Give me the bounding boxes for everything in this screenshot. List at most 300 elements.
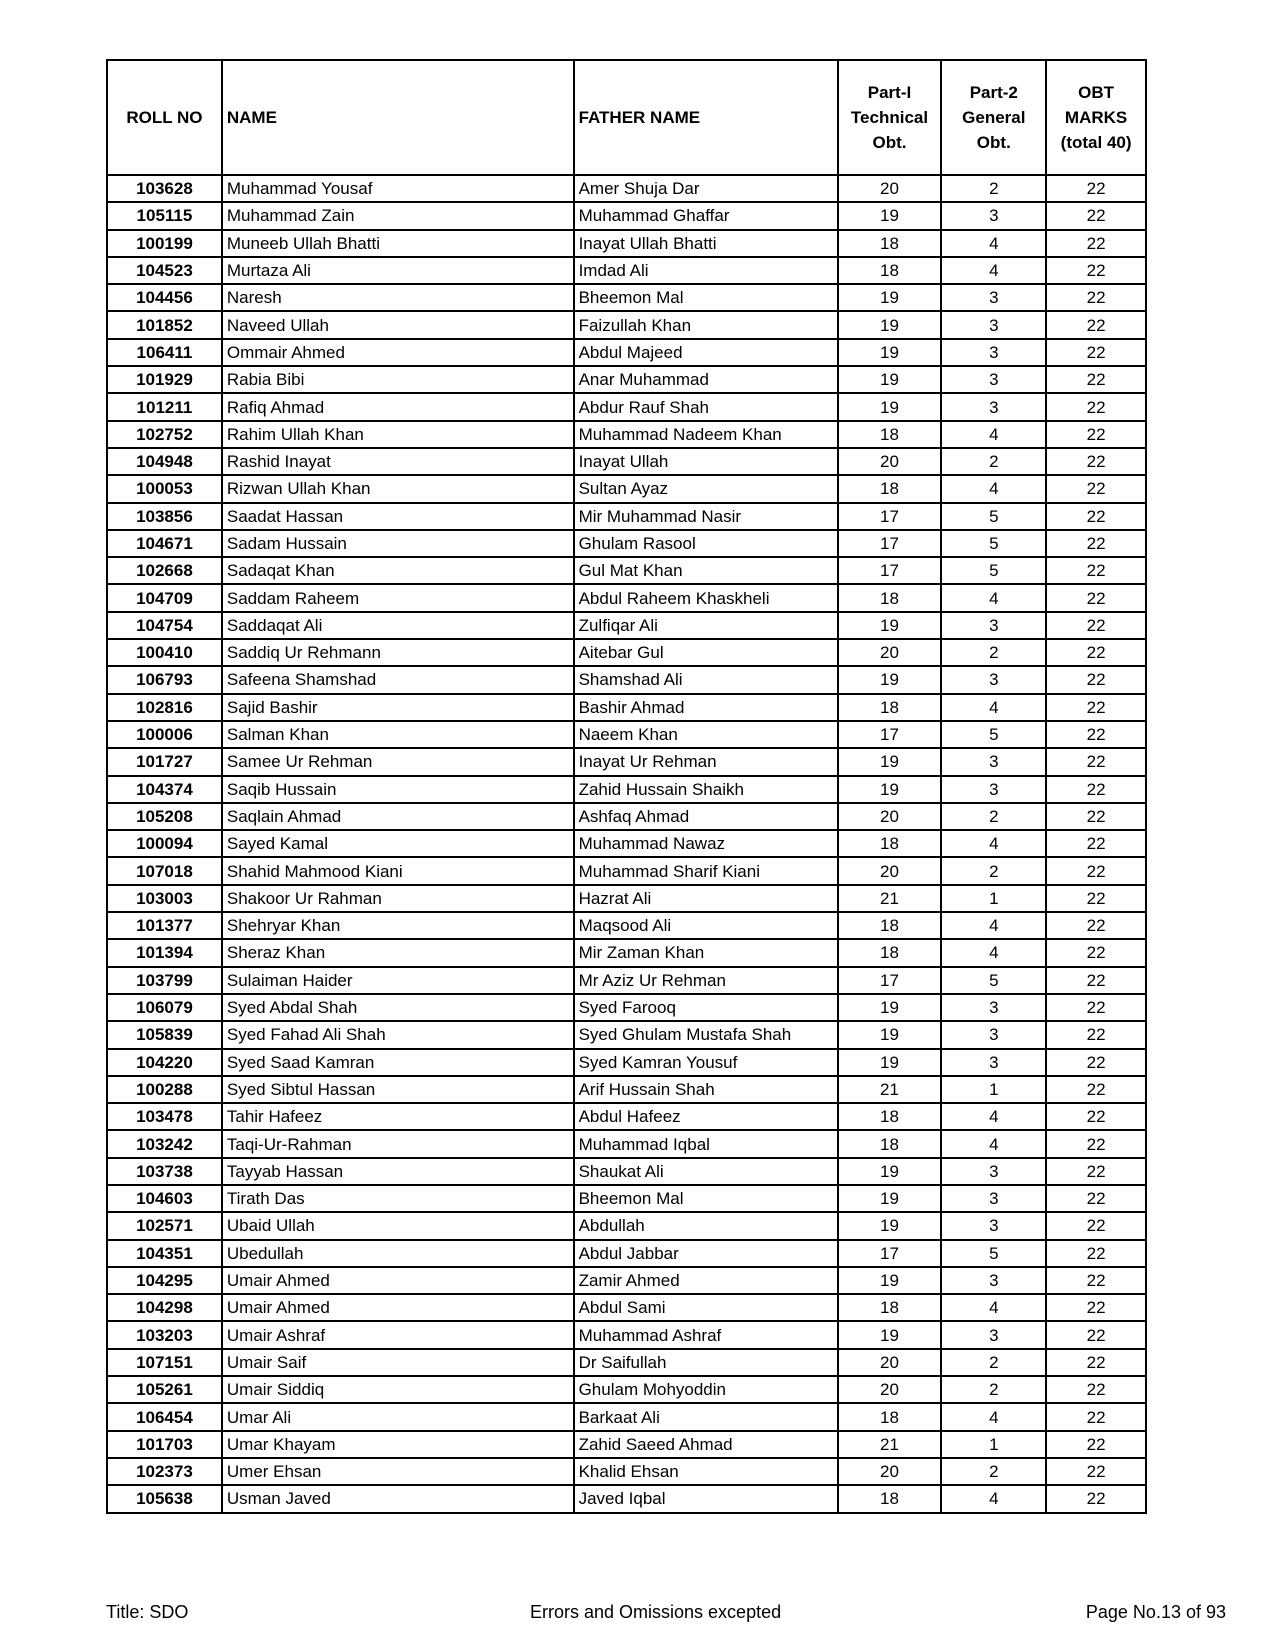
roll-no-cell: 103738 bbox=[107, 1158, 222, 1185]
total-marks-cell: 22 bbox=[1046, 530, 1146, 557]
table-row bbox=[107, 912, 1146, 939]
table-row bbox=[107, 257, 1146, 284]
table-row bbox=[107, 721, 1146, 748]
table-row bbox=[107, 284, 1146, 311]
father-name-cell: Hazrat Ali bbox=[574, 885, 838, 912]
name-cell: Umair Siddiq bbox=[222, 1376, 574, 1403]
part1-score-cell: 19 bbox=[838, 1185, 942, 1212]
table-row bbox=[107, 557, 1146, 584]
part2-score-cell: 4 bbox=[941, 421, 1046, 448]
name-cell: Sayed Kamal bbox=[222, 830, 574, 857]
table-row bbox=[107, 1049, 1146, 1076]
table-row bbox=[107, 694, 1146, 721]
table-row bbox=[107, 776, 1146, 803]
father-name-cell: Mr Aziz Ur Rehman bbox=[574, 967, 838, 994]
roll-no-cell: 101703 bbox=[107, 1431, 222, 1458]
name-cell: Saqlain Ahmad bbox=[222, 803, 574, 830]
name-cell: Rashid Inayat bbox=[222, 448, 574, 475]
table-row bbox=[107, 1076, 1146, 1103]
roll-no-cell: 101377 bbox=[107, 912, 222, 939]
name-cell: Shahid Mahmood Kiani bbox=[222, 857, 574, 884]
name-cell: Saddaqat Ali bbox=[222, 612, 574, 639]
part1-score-cell: 18 bbox=[838, 1130, 942, 1157]
name-cell: Umair Ahmed bbox=[222, 1294, 574, 1321]
name-cell: Muneeb Ullah Bhatti bbox=[222, 230, 574, 257]
part1-score-cell: 19 bbox=[838, 994, 942, 1021]
total-marks-cell: 22 bbox=[1046, 202, 1146, 229]
part1-score-cell: 17 bbox=[838, 557, 942, 584]
table-row bbox=[107, 1103, 1146, 1130]
father-name-cell: Inayat Ur Rehman bbox=[574, 748, 838, 775]
name-cell: Tirath Das bbox=[222, 1185, 574, 1212]
total-marks-cell: 22 bbox=[1046, 666, 1146, 693]
part2-score-cell: 2 bbox=[941, 1349, 1046, 1376]
part2-score-cell: 4 bbox=[941, 257, 1046, 284]
father-name-cell: Inayat Ullah Bhatti bbox=[574, 230, 838, 257]
part2-score-cell: 3 bbox=[941, 311, 1046, 338]
name-cell: Saqib Hussain bbox=[222, 776, 574, 803]
part2-score-cell: 3 bbox=[941, 1158, 1046, 1185]
part2-score-cell: 2 bbox=[941, 1458, 1046, 1485]
name-cell: Umar Ali bbox=[222, 1403, 574, 1430]
table-row bbox=[107, 803, 1146, 830]
father-name-cell: Maqsood Ali bbox=[574, 912, 838, 939]
father-name-cell: Syed Farooq bbox=[574, 994, 838, 1021]
roll-no-cell: 100053 bbox=[107, 475, 222, 502]
father-name-cell: Abdul Raheem Khaskheli bbox=[574, 584, 838, 611]
name-cell: Muhammad Zain bbox=[222, 202, 574, 229]
father-name-cell: Muhammad Nawaz bbox=[574, 830, 838, 857]
total-marks-cell: 22 bbox=[1046, 284, 1146, 311]
roll-no-cell: 103242 bbox=[107, 1130, 222, 1157]
roll-no-cell: 103628 bbox=[107, 175, 222, 202]
roll-no-cell: 100199 bbox=[107, 230, 222, 257]
name-cell: Naveed Ullah bbox=[222, 311, 574, 338]
father-name-cell: Syed Ghulam Mustafa Shah bbox=[574, 1021, 838, 1048]
part2-score-cell: 5 bbox=[941, 1240, 1046, 1267]
total-marks-cell: 22 bbox=[1046, 1349, 1146, 1376]
roll-no-cell: 104603 bbox=[107, 1185, 222, 1212]
part1-score-cell: 18 bbox=[838, 421, 942, 448]
father-name-cell: Muhammad Ashraf bbox=[574, 1321, 838, 1348]
part1-score-cell: 18 bbox=[838, 912, 942, 939]
name-cell: Ubedullah bbox=[222, 1240, 574, 1267]
roll-no-cell: 100410 bbox=[107, 639, 222, 666]
part2-score-cell: 4 bbox=[941, 1294, 1046, 1321]
header-roll-no: ROLL NO bbox=[107, 60, 222, 175]
roll-no-cell: 104948 bbox=[107, 448, 222, 475]
name-cell: Safeena Shamshad bbox=[222, 666, 574, 693]
part2-score-cell: 2 bbox=[941, 1376, 1046, 1403]
father-name-cell: Shamshad Ali bbox=[574, 666, 838, 693]
roll-no-cell: 101929 bbox=[107, 366, 222, 393]
total-marks-cell: 22 bbox=[1046, 1267, 1146, 1294]
header-part2-general: Part-2 General Obt. bbox=[941, 60, 1046, 175]
table-body bbox=[107, 175, 1146, 1513]
total-marks-cell: 22 bbox=[1046, 393, 1146, 420]
roll-no-cell: 100094 bbox=[107, 830, 222, 857]
table-row bbox=[107, 175, 1146, 202]
father-name-cell: Muhammad Nadeem Khan bbox=[574, 421, 838, 448]
roll-no-cell: 105261 bbox=[107, 1376, 222, 1403]
part2-score-cell: 4 bbox=[941, 694, 1046, 721]
father-name-cell: Inayat Ullah bbox=[574, 448, 838, 475]
father-name-cell: Dr Saifullah bbox=[574, 1349, 838, 1376]
table-row bbox=[107, 1158, 1146, 1185]
father-name-cell: Zulfiqar Ali bbox=[574, 612, 838, 639]
table-row bbox=[107, 1403, 1146, 1430]
roll-no-cell: 104298 bbox=[107, 1294, 222, 1321]
father-name-cell: Zahid Saeed Ahmad bbox=[574, 1431, 838, 1458]
name-cell: Syed Abdal Shah bbox=[222, 994, 574, 1021]
total-marks-cell: 22 bbox=[1046, 1158, 1146, 1185]
name-cell: Umar Khayam bbox=[222, 1431, 574, 1458]
father-name-cell: Abdul Majeed bbox=[574, 339, 838, 366]
total-marks-cell: 22 bbox=[1046, 1376, 1146, 1403]
part1-score-cell: 19 bbox=[838, 311, 942, 338]
part2-score-cell: 5 bbox=[941, 967, 1046, 994]
roll-no-cell: 105638 bbox=[107, 1485, 222, 1512]
part1-score-cell: 19 bbox=[838, 1049, 942, 1076]
footer-title: Title: SDO bbox=[106, 1602, 189, 1622]
table-row bbox=[107, 830, 1146, 857]
father-name-cell: Anar Muhammad bbox=[574, 366, 838, 393]
name-cell: Shakoor Ur Rahman bbox=[222, 885, 574, 912]
name-cell: Rizwan Ullah Khan bbox=[222, 475, 574, 502]
roll-no-cell: 103478 bbox=[107, 1103, 222, 1130]
name-cell: Usman Javed bbox=[222, 1485, 574, 1512]
total-marks-cell: 22 bbox=[1046, 175, 1146, 202]
part2-score-cell: 3 bbox=[941, 1212, 1046, 1239]
name-cell: Sajid Bashir bbox=[222, 694, 574, 721]
table-row bbox=[107, 475, 1146, 502]
part1-score-cell: 19 bbox=[838, 612, 942, 639]
name-cell: Sadaqat Khan bbox=[222, 557, 574, 584]
total-marks-cell: 22 bbox=[1046, 1130, 1146, 1157]
name-cell: Salman Khan bbox=[222, 721, 574, 748]
part2-score-cell: 5 bbox=[941, 721, 1046, 748]
roll-no-cell: 104295 bbox=[107, 1267, 222, 1294]
part1-score-cell: 19 bbox=[838, 1321, 942, 1348]
name-cell: Rahim Ullah Khan bbox=[222, 421, 574, 448]
part2-score-cell: 1 bbox=[941, 885, 1046, 912]
part2-score-cell: 3 bbox=[941, 339, 1046, 366]
table-row bbox=[107, 421, 1146, 448]
father-name-cell: Gul Mat Khan bbox=[574, 557, 838, 584]
total-marks-cell: 22 bbox=[1046, 721, 1146, 748]
table-row bbox=[107, 1185, 1146, 1212]
part1-score-cell: 17 bbox=[838, 530, 942, 557]
name-cell: Naresh bbox=[222, 284, 574, 311]
total-marks-cell: 22 bbox=[1046, 421, 1146, 448]
part1-score-cell: 17 bbox=[838, 721, 942, 748]
total-marks-cell: 22 bbox=[1046, 475, 1146, 502]
name-cell: Umair Ahmed bbox=[222, 1267, 574, 1294]
page-footer bbox=[106, 1602, 1226, 1626]
roll-no-cell: 104456 bbox=[107, 284, 222, 311]
name-cell: Sulaiman Haider bbox=[222, 967, 574, 994]
footer-page-number: Page No.13 of 93 bbox=[1085, 1602, 1226, 1622]
table-row bbox=[107, 885, 1146, 912]
name-cell: Shehryar Khan bbox=[222, 912, 574, 939]
part1-score-cell: 17 bbox=[838, 967, 942, 994]
part2-score-cell: 4 bbox=[941, 475, 1046, 502]
father-name-cell: Muhammad Ghaffar bbox=[574, 202, 838, 229]
table-row bbox=[107, 1294, 1146, 1321]
roll-no-cell: 107151 bbox=[107, 1349, 222, 1376]
part1-score-cell: 19 bbox=[838, 1267, 942, 1294]
part2-score-cell: 1 bbox=[941, 1076, 1046, 1103]
table-row bbox=[107, 584, 1146, 611]
part1-score-cell: 18 bbox=[838, 257, 942, 284]
total-marks-cell: 22 bbox=[1046, 1294, 1146, 1321]
part1-score-cell: 20 bbox=[838, 1349, 942, 1376]
total-marks-cell: 22 bbox=[1046, 448, 1146, 475]
total-marks-cell: 22 bbox=[1046, 612, 1146, 639]
part1-score-cell: 19 bbox=[838, 339, 942, 366]
roll-no-cell: 103203 bbox=[107, 1321, 222, 1348]
table-row bbox=[107, 202, 1146, 229]
part1-score-cell: 19 bbox=[838, 776, 942, 803]
part2-score-cell: 3 bbox=[941, 1321, 1046, 1348]
table-row bbox=[107, 1431, 1146, 1458]
table-row bbox=[107, 311, 1146, 338]
name-cell: Tahir Hafeez bbox=[222, 1103, 574, 1130]
total-marks-cell: 22 bbox=[1046, 912, 1146, 939]
father-name-cell: Ashfaq Ahmad bbox=[574, 803, 838, 830]
total-marks-cell: 22 bbox=[1046, 311, 1146, 338]
part2-score-cell: 4 bbox=[941, 1485, 1046, 1512]
total-marks-cell: 22 bbox=[1046, 1431, 1146, 1458]
part1-score-cell: 17 bbox=[838, 503, 942, 530]
father-name-cell: Amer Shuja Dar bbox=[574, 175, 838, 202]
part1-score-cell: 21 bbox=[838, 1076, 942, 1103]
part2-score-cell: 3 bbox=[941, 1049, 1046, 1076]
part2-score-cell: 5 bbox=[941, 557, 1046, 584]
table-header-row bbox=[107, 60, 1146, 175]
part1-score-cell: 18 bbox=[838, 230, 942, 257]
table-row bbox=[107, 639, 1146, 666]
total-marks-cell: 22 bbox=[1046, 257, 1146, 284]
father-name-cell: Mir Muhammad Nasir bbox=[574, 503, 838, 530]
name-cell: Saddiq Ur Rehmann bbox=[222, 639, 574, 666]
part2-score-cell: 5 bbox=[941, 530, 1046, 557]
table-row bbox=[107, 339, 1146, 366]
name-cell: Taqi-Ur-Rahman bbox=[222, 1130, 574, 1157]
name-cell: Saddam Raheem bbox=[222, 584, 574, 611]
father-name-cell: Ghulam Mohyoddin bbox=[574, 1376, 838, 1403]
header-father-name: FATHER NAME bbox=[574, 60, 838, 175]
father-name-cell: Ghulam Rasool bbox=[574, 530, 838, 557]
name-cell: Sadam Hussain bbox=[222, 530, 574, 557]
father-name-cell: Syed Kamran Yousuf bbox=[574, 1049, 838, 1076]
header-part1-technical: Part-I Technical Obt. bbox=[838, 60, 942, 175]
roll-no-cell: 104754 bbox=[107, 612, 222, 639]
roll-no-cell: 100006 bbox=[107, 721, 222, 748]
father-name-cell: Abdul Hafeez bbox=[574, 1103, 838, 1130]
name-cell: Sheraz Khan bbox=[222, 939, 574, 966]
header-obt-marks: OBT MARKS (total 40) bbox=[1046, 60, 1146, 175]
table-row bbox=[107, 1485, 1146, 1512]
total-marks-cell: 22 bbox=[1046, 1076, 1146, 1103]
part1-score-cell: 19 bbox=[838, 202, 942, 229]
total-marks-cell: 22 bbox=[1046, 1240, 1146, 1267]
total-marks-cell: 22 bbox=[1046, 803, 1146, 830]
total-marks-cell: 22 bbox=[1046, 1185, 1146, 1212]
part2-score-cell: 3 bbox=[941, 1267, 1046, 1294]
roll-no-cell: 103003 bbox=[107, 885, 222, 912]
table-row bbox=[107, 1212, 1146, 1239]
part1-score-cell: 18 bbox=[838, 475, 942, 502]
part1-score-cell: 20 bbox=[838, 175, 942, 202]
total-marks-cell: 22 bbox=[1046, 994, 1146, 1021]
total-marks-cell: 22 bbox=[1046, 230, 1146, 257]
roll-no-cell: 102816 bbox=[107, 694, 222, 721]
part2-score-cell: 2 bbox=[941, 639, 1046, 666]
father-name-cell: Abdul Sami bbox=[574, 1294, 838, 1321]
part2-score-cell: 3 bbox=[941, 666, 1046, 693]
part1-score-cell: 20 bbox=[838, 1458, 942, 1485]
part2-score-cell: 3 bbox=[941, 393, 1046, 420]
total-marks-cell: 22 bbox=[1046, 694, 1146, 721]
table-row bbox=[107, 1349, 1146, 1376]
total-marks-cell: 22 bbox=[1046, 857, 1146, 884]
part2-score-cell: 3 bbox=[941, 776, 1046, 803]
roll-no-cell: 103799 bbox=[107, 967, 222, 994]
table-row bbox=[107, 612, 1146, 639]
roll-no-cell: 103856 bbox=[107, 503, 222, 530]
header-name: NAME bbox=[222, 60, 574, 175]
name-cell: Rafiq Ahmad bbox=[222, 393, 574, 420]
part1-score-cell: 18 bbox=[838, 1403, 942, 1430]
father-name-cell: Khalid Ehsan bbox=[574, 1458, 838, 1485]
part2-score-cell: 3 bbox=[941, 994, 1046, 1021]
father-name-cell: Muhammad Sharif Kiani bbox=[574, 857, 838, 884]
table-row bbox=[107, 1321, 1146, 1348]
roll-no-cell: 101211 bbox=[107, 393, 222, 420]
table-row bbox=[107, 1458, 1146, 1485]
name-cell: Murtaza Ali bbox=[222, 257, 574, 284]
roll-no-cell: 105208 bbox=[107, 803, 222, 830]
part2-score-cell: 4 bbox=[941, 830, 1046, 857]
total-marks-cell: 22 bbox=[1046, 1485, 1146, 1512]
father-name-cell: Bashir Ahmad bbox=[574, 694, 838, 721]
roll-no-cell: 100288 bbox=[107, 1076, 222, 1103]
part1-score-cell: 19 bbox=[838, 1158, 942, 1185]
total-marks-cell: 22 bbox=[1046, 639, 1146, 666]
total-marks-cell: 22 bbox=[1046, 1049, 1146, 1076]
total-marks-cell: 22 bbox=[1046, 557, 1146, 584]
father-name-cell: Muhammad Iqbal bbox=[574, 1130, 838, 1157]
part1-score-cell: 19 bbox=[838, 393, 942, 420]
total-marks-cell: 22 bbox=[1046, 584, 1146, 611]
name-cell: Syed Sibtul Hassan bbox=[222, 1076, 574, 1103]
father-name-cell: Abdul Jabbar bbox=[574, 1240, 838, 1267]
total-marks-cell: 22 bbox=[1046, 1321, 1146, 1348]
father-name-cell: Mir Zaman Khan bbox=[574, 939, 838, 966]
table-row bbox=[107, 448, 1146, 475]
part1-score-cell: 19 bbox=[838, 748, 942, 775]
roll-no-cell: 105115 bbox=[107, 202, 222, 229]
part2-score-cell: 5 bbox=[941, 503, 1046, 530]
part1-score-cell: 20 bbox=[838, 639, 942, 666]
table-row bbox=[107, 967, 1146, 994]
part1-score-cell: 21 bbox=[838, 885, 942, 912]
total-marks-cell: 22 bbox=[1046, 1212, 1146, 1239]
part2-score-cell: 4 bbox=[941, 1103, 1046, 1130]
total-marks-cell: 22 bbox=[1046, 366, 1146, 393]
table-row bbox=[107, 1240, 1146, 1267]
part2-score-cell: 3 bbox=[941, 612, 1046, 639]
part1-score-cell: 18 bbox=[838, 1485, 942, 1512]
father-name-cell: Sultan Ayaz bbox=[574, 475, 838, 502]
part2-score-cell: 3 bbox=[941, 1185, 1046, 1212]
father-name-cell: Imdad Ali bbox=[574, 257, 838, 284]
roll-no-cell: 104523 bbox=[107, 257, 222, 284]
father-name-cell: Zamir Ahmed bbox=[574, 1267, 838, 1294]
total-marks-cell: 22 bbox=[1046, 1458, 1146, 1485]
roll-no-cell: 102752 bbox=[107, 421, 222, 448]
total-marks-cell: 22 bbox=[1046, 967, 1146, 994]
total-marks-cell: 22 bbox=[1046, 748, 1146, 775]
part1-score-cell: 18 bbox=[838, 939, 942, 966]
part2-score-cell: 4 bbox=[941, 230, 1046, 257]
table-row bbox=[107, 748, 1146, 775]
roll-no-cell: 107018 bbox=[107, 857, 222, 884]
roll-no-cell: 101852 bbox=[107, 311, 222, 338]
name-cell: Ubaid Ullah bbox=[222, 1212, 574, 1239]
part2-score-cell: 2 bbox=[941, 448, 1046, 475]
father-name-cell: Bheemon Mal bbox=[574, 1185, 838, 1212]
table-row bbox=[107, 366, 1146, 393]
roll-no-cell: 106079 bbox=[107, 994, 222, 1021]
part1-score-cell: 19 bbox=[838, 1021, 942, 1048]
part2-score-cell: 2 bbox=[941, 857, 1046, 884]
roll-no-cell: 106793 bbox=[107, 666, 222, 693]
father-name-cell: Abdur Rauf Shah bbox=[574, 393, 838, 420]
name-cell: Tayyab Hassan bbox=[222, 1158, 574, 1185]
part1-score-cell: 18 bbox=[838, 1103, 942, 1130]
name-cell: Rabia Bibi bbox=[222, 366, 574, 393]
part2-score-cell: 4 bbox=[941, 912, 1046, 939]
footer-note: Errors and Omissions excepted bbox=[530, 1602, 782, 1622]
name-cell: Umair Ashraf bbox=[222, 1321, 574, 1348]
roll-no-cell: 104351 bbox=[107, 1240, 222, 1267]
roll-no-cell: 104220 bbox=[107, 1049, 222, 1076]
part1-score-cell: 19 bbox=[838, 284, 942, 311]
table-row bbox=[107, 994, 1146, 1021]
roll-no-cell: 102373 bbox=[107, 1458, 222, 1485]
father-name-cell: Bheemon Mal bbox=[574, 284, 838, 311]
roll-no-cell: 105839 bbox=[107, 1021, 222, 1048]
roll-no-cell: 102571 bbox=[107, 1212, 222, 1239]
part2-score-cell: 2 bbox=[941, 175, 1046, 202]
part1-score-cell: 18 bbox=[838, 830, 942, 857]
name-cell: Samee Ur Rehman bbox=[222, 748, 574, 775]
part2-score-cell: 3 bbox=[941, 1021, 1046, 1048]
part2-score-cell: 3 bbox=[941, 366, 1046, 393]
name-cell: Muhammad Yousaf bbox=[222, 175, 574, 202]
part2-score-cell: 1 bbox=[941, 1431, 1046, 1458]
part1-score-cell: 20 bbox=[838, 1376, 942, 1403]
father-name-cell: Abdullah bbox=[574, 1212, 838, 1239]
name-cell: Syed Fahad Ali Shah bbox=[222, 1021, 574, 1048]
part2-score-cell: 4 bbox=[941, 939, 1046, 966]
part1-score-cell: 18 bbox=[838, 584, 942, 611]
part2-score-cell: 4 bbox=[941, 1403, 1046, 1430]
table-row bbox=[107, 503, 1146, 530]
father-name-cell: Naeem Khan bbox=[574, 721, 838, 748]
